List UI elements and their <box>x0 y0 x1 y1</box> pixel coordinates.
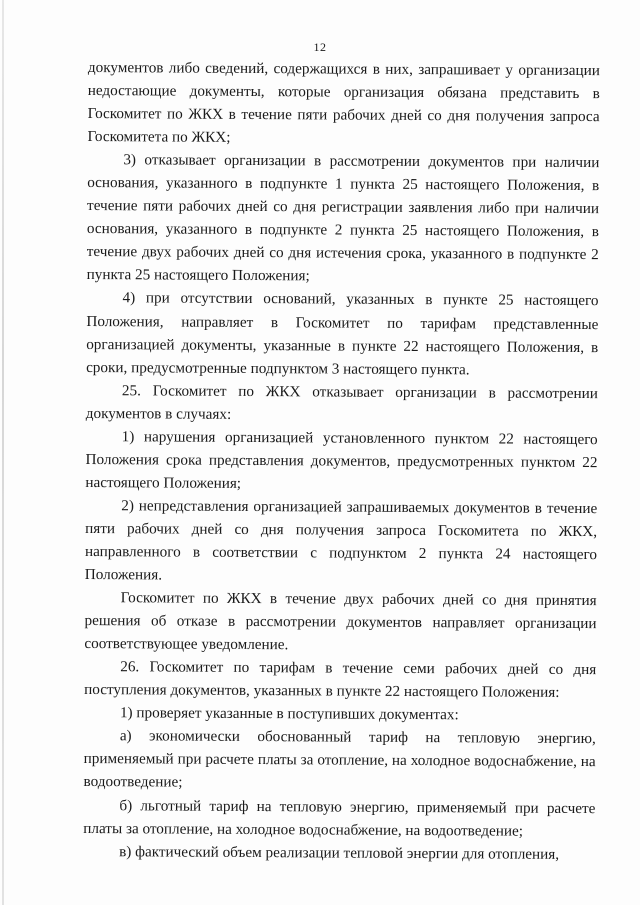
paragraph-10: а) экономически обоснованный тариф на тепловую энергию, применяемый при расчете платы за отопление, на холодное водоснабжение, на водоотведение; <box>83 727 596 792</box>
document-body <box>83 56 600 866</box>
paragraph-2: 3) отказывает организации в рассмотрении документов при наличии основания, указанного в подпункте 1 пункта 25 настоящего Положения, в течение пяти рабочих дней со дня регистрации заявления либо при наличии основания, указанного в подпункте 2 пункта 25 настоящего Положения, в течение двух рабочих дней со дня истечения срока, указанного в подпункте 2 пункта 25 настоящего Положения; <box>86 151 600 285</box>
paragraph-6: 2) непредставления организацией запрашиваемых документов в течение пяти рабочих дней со дня получения запроса Госкомитета по ЖКХ, направленного в соответствии с подпунктом 2 пункта 24 настоящего Положения. <box>84 497 598 584</box>
scan-edge-shadow <box>2 0 4 905</box>
page-number: 12 <box>313 40 327 54</box>
paragraph-7: Госкомитет по ЖКХ в течение двух рабочих дней со дня принятия решения об отказе в рассмотрении документов направляет организации соответствующее уведомление. <box>84 589 597 654</box>
paragraph-5: 1) нарушения организацией установленного пунктом 22 настоящего Положения срока представления документов, предусмотренных пунктом 22 настоящего Положения; <box>85 427 598 492</box>
paragraph-12: в) фактический объем реализации тепловой энергии для отопления, <box>119 842 560 863</box>
paragraph-9: 1) проверяет указанные в поступивших документах: <box>119 704 459 724</box>
paragraph-11: б) льготный тариф на тепловую энергию, применяемый при расчете платы за отопление, на холодное водоснабжение, на водоотведение; <box>83 796 596 840</box>
paragraph-3: 4) при отсутствии оснований, указанных в пункте 25 настоящего Положения, направляет в Госкомитет по тарифам представленные организацией документы, указанные в пункте 22 настоящего Положения, в сроки, предусмотренные подпунктом 3 настоящего пункта. <box>86 289 599 378</box>
paragraph-1: документов либо сведений, содержащихся в них, запрашивает у организации недостающие документы, которые организация обязана представить в Госкомитет по ЖКХ в течение пяти рабочих дней со дня получения запроса Госкомитета по ЖКХ; <box>87 58 600 147</box>
paragraph-8: 26. Госкомитет по тарифам в течение семи рабочих дней со дня поступления документов, указанных в пункте 22 настоящего Положения: <box>84 658 597 702</box>
paragraph-4: 25. Госкомитет по ЖКХ отказывает организации в рассмотрении документов в случаях: <box>85 381 599 423</box>
